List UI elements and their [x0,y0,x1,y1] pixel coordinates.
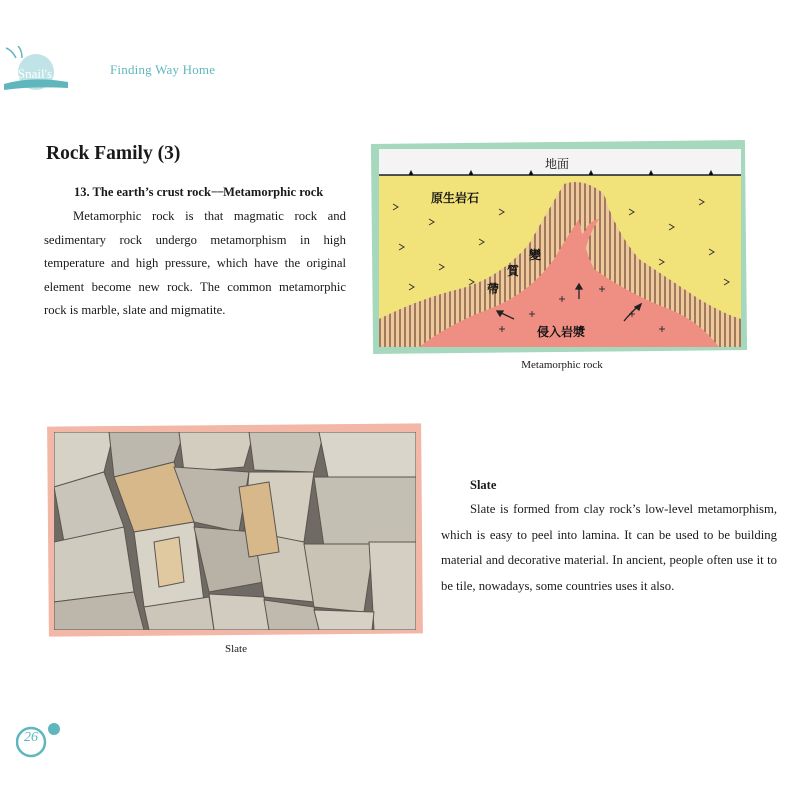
slate-photo [54,432,416,630]
label-zone-3: 帶 [487,282,500,296]
label-intrusion: 侵入岩漿 [537,325,586,339]
snail-logo [2,46,112,92]
slate-heading: Slate [470,478,497,492]
slate-paragraph: Slate is formed from clay rock’s low-level metamorphism, which is easy to peel into lamina. It can be used to be building material and decorative material. In ancient, people often use it to be tile, nowadays, some countries uses it also. [441,502,777,593]
label-original-rock: 原生岩石 [431,191,480,205]
page-title: Rock Family (3) [46,143,181,164]
slate-figure [48,425,424,637]
header-title: Finding Way Home [110,62,216,77]
page-header [0,40,260,90]
section-heading [74,185,323,200]
label-ground: 地面 [545,157,570,171]
label-zone-2: 質 [507,264,520,278]
figure2-caption: Slate [225,643,247,655]
metamorphic-diagram [379,149,741,347]
intro-paragraph: Metamorphic rock is that magmatic rock and sedimentary rock undergo metamorphism in high temperature and high pressure, which have the original element become new rock. The common metamorphic rock is marble, slate and migmatite. [44,209,346,318]
metamorphic-figure [372,142,748,354]
section-heading-pre: 13. The earth’s crust rock [74,185,211,199]
section-heading-post: Metamorphic rock [223,185,324,199]
logo-text: A Snail's [6,66,53,81]
figure1-caption: Metamorphic rock [521,359,603,371]
page-number: 26 [24,730,38,745]
label-zone-1: 變 [529,248,542,262]
section-heading-dash: −− [210,185,224,199]
